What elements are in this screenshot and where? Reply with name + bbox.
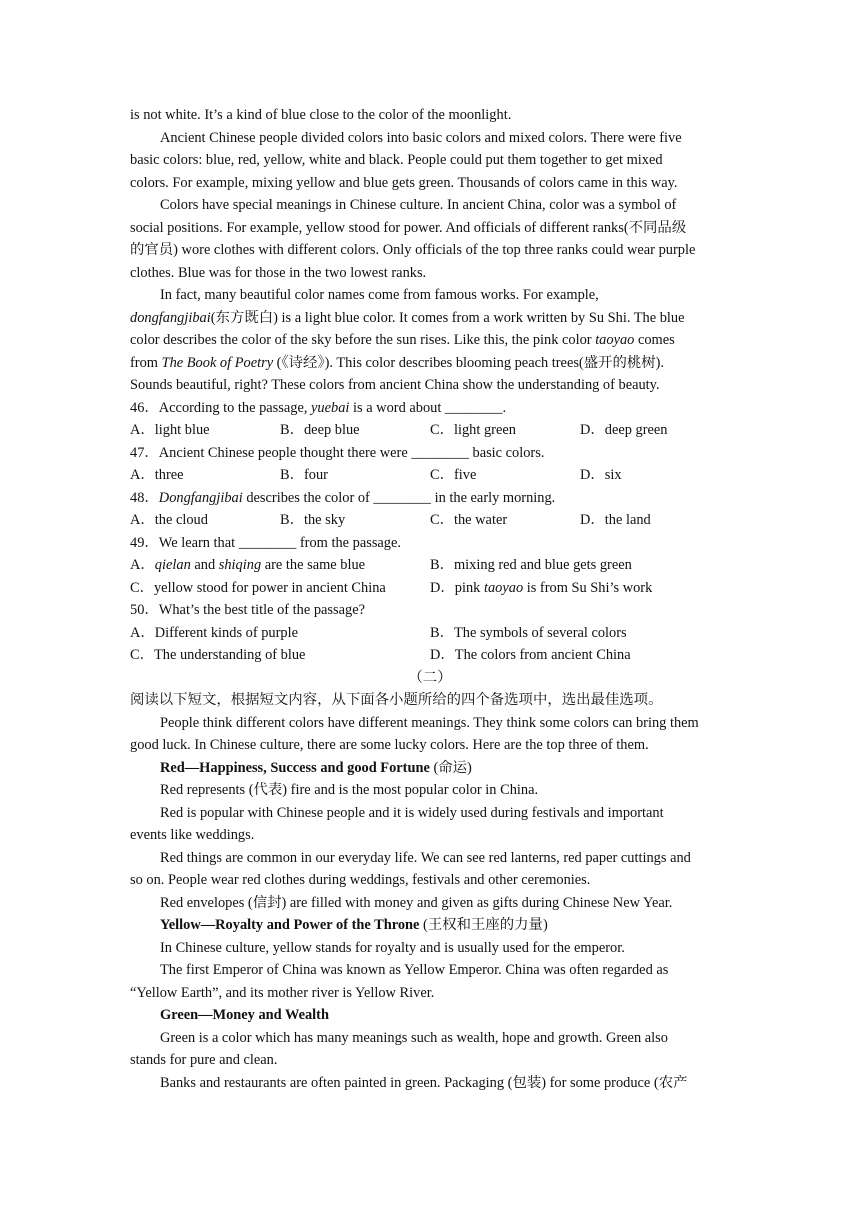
subheading-yellow xyxy=(130,914,730,937)
text-span: from xyxy=(130,354,162,371)
paragraph-line: colors. For example, mixing yellow and blue gets green. Thousands of colors came in this way. xyxy=(130,174,678,191)
option-c[interactable]: C．five xyxy=(430,467,477,483)
text-span: (东方既白) is a light blue color. It comes from a work written by Su Shi. The blue xyxy=(210,309,685,326)
option-b[interactable]: B．the sky xyxy=(280,512,346,528)
text-span: is a word about ________. xyxy=(349,399,507,416)
question-46-options xyxy=(130,419,730,442)
option-d[interactable] xyxy=(430,577,730,600)
italic-term: yuebai xyxy=(311,399,350,416)
paragraph-line: stands for pure and clean. xyxy=(130,1052,278,1068)
text-span: D．pink xyxy=(430,579,484,596)
paragraph-line: Colors have special meanings in Chinese culture. In ancient China, color was a symbol of xyxy=(160,197,677,213)
italic-term: dongfangjibai xyxy=(130,309,211,326)
option-d[interactable]: D．six xyxy=(580,467,622,483)
paragraph-line: In Chinese culture, yellow stands for royalty and is usually used for the emperor. xyxy=(160,939,625,956)
text-span: are the same blue xyxy=(261,557,366,573)
option-c[interactable]: C．The understanding of blue xyxy=(130,647,306,663)
bold-heading: Yellow—Royalty and Power of the Throne xyxy=(160,917,420,933)
option-a[interactable]: A．three xyxy=(130,467,184,483)
option-d[interactable]: D．The colors from ancient China xyxy=(430,647,631,663)
text-span: 48． xyxy=(130,489,159,506)
question-50-stem: 50．What’s the best title of the passage? xyxy=(130,602,365,618)
text-span: (王权和王座的力量) xyxy=(419,917,548,933)
italic-term: shiqing xyxy=(218,557,262,573)
option-a[interactable]: A．Different kinds of purple xyxy=(130,624,298,641)
italic-term: Dongfangjibai xyxy=(158,489,243,506)
text-span: is from Su Shi’s work xyxy=(523,579,653,596)
paragraph-line: basic colors: blue, red, yellow, white and black. People could put them together to get mixed xyxy=(130,152,663,168)
question-47-stem: 47．Ancient Chinese people thought there were ________ basic colors. xyxy=(130,444,545,461)
question-50-options-row1 xyxy=(130,622,730,645)
paragraph-line: social positions. For example, yellow stood for power. And officials of different ranks(不同品级 xyxy=(130,219,687,236)
option-b[interactable]: B．four xyxy=(280,467,328,483)
italic-term: qielan xyxy=(154,557,191,573)
text-span: A． xyxy=(130,557,155,573)
document-content xyxy=(130,104,730,1094)
option-b[interactable]: B．deep blue xyxy=(280,422,360,438)
paragraph-line: events like weddings. xyxy=(130,827,255,843)
paragraph-line: Red represents (代表) fire and is the most popular color in China. xyxy=(160,782,539,798)
option-a[interactable] xyxy=(130,554,430,577)
option-b[interactable]: B．The symbols of several colors xyxy=(430,624,627,641)
paragraph-line: Red is popular with Chinese people and it is widely used during festivals and important xyxy=(160,804,664,821)
text-span: describes the color of ________ in the early morning. xyxy=(242,489,556,506)
text-span: color describes the color of the sky before the sun rises. Like this, the pink color xyxy=(130,332,596,348)
paragraph-line: In fact, many beautiful color names come from famous works. For example, xyxy=(160,287,599,303)
bold-heading: Red—Happiness, Success and good Fortune xyxy=(160,759,430,776)
paragraph-line: Red envelopes (信封) are filled with money and given as gifts during Chinese New Year. xyxy=(160,894,673,911)
paragraph-line xyxy=(130,307,730,330)
text-span: (命运) xyxy=(429,759,472,776)
subheading-red xyxy=(130,757,730,780)
paragraph-line: The first Emperor of China was known as Yellow Emperor. China was often regarded as xyxy=(160,962,669,978)
question-47-options xyxy=(130,464,730,487)
option-c[interactable]: C．light green xyxy=(430,422,516,438)
question-50-options-row2 xyxy=(130,644,730,667)
paragraph-line: is not white. It’s a kind of blue close to the color of the moonlight. xyxy=(130,107,512,123)
question-49-options-row2 xyxy=(130,577,730,600)
text-span: 46．According to the passage, xyxy=(130,399,312,416)
option-d[interactable]: D．the land xyxy=(580,512,651,528)
italic-term: taoyao xyxy=(483,579,524,596)
paragraph-line: Red things are common in our everyday life. We can see red lanterns, red paper cuttings and xyxy=(160,849,691,866)
section-instruction: 阅读以下短文，根据短文内容，从下面各小题所给的四个备选项中，选出最佳选项。 xyxy=(130,692,663,708)
paragraph-line: Ancient Chinese people divided colors into basic colors and mixed colors. There were five xyxy=(160,129,682,146)
text-span: comes xyxy=(634,332,675,348)
paragraph-line: Banks and restaurants are often painted in green. Packaging (包装) for some produce (农产 xyxy=(160,1074,688,1091)
paragraph-line: People think different colors have different meanings. They think some colors can bring them xyxy=(160,714,699,731)
paragraph-line xyxy=(130,329,730,352)
text-span: (《诗经》). This color describes blooming peach trees(盛开的桃树). xyxy=(273,354,665,371)
subheading-green xyxy=(130,1004,730,1027)
option-c[interactable]: C．the water xyxy=(430,512,508,528)
section-heading: （二） xyxy=(408,669,452,686)
question-49-options-row1 xyxy=(130,554,730,577)
option-b[interactable]: B．mixing red and blue gets green xyxy=(430,557,632,573)
text-span: and xyxy=(190,557,219,573)
paragraph-line: Green is a color which has many meanings such as wealth, hope and growth. Green also xyxy=(160,1029,668,1046)
question-48-stem xyxy=(130,487,730,510)
italic-title: The Book of Poetry xyxy=(161,354,274,371)
paragraph-line: so on. People wear red clothes during weddings, festivals and other ceremonies. xyxy=(130,872,591,888)
paragraph-line: Sounds beautiful, right? These colors from ancient China show the understanding of beauty. xyxy=(130,377,660,393)
option-a[interactable]: A．light blue xyxy=(130,422,210,438)
question-46-stem xyxy=(130,397,730,420)
paragraph-line: “Yellow Earth”, and its mother river is Yellow River. xyxy=(130,984,435,1001)
question-49-stem: 49．We learn that ________ from the passage. xyxy=(130,534,401,551)
option-d[interactable]: D．deep green xyxy=(580,422,668,438)
paragraph-line: good luck. In Chinese culture, there are some lucky colors. Here are the top three of them. xyxy=(130,737,649,753)
option-c[interactable]: C．yellow stood for power in ancient China xyxy=(130,579,386,596)
bold-heading: Green—Money and Wealth xyxy=(160,1007,329,1023)
paragraph-line xyxy=(130,352,730,375)
paragraph-line: 的官员) wore clothes with different colors. Only officials of the top three ranks could wear purple xyxy=(130,242,696,258)
question-48-options xyxy=(130,509,730,532)
italic-term: taoyao xyxy=(595,332,635,348)
paragraph-line: clothes. Blue was for those in the two lowest ranks. xyxy=(130,264,427,281)
option-a[interactable]: A．the cloud xyxy=(130,512,208,528)
